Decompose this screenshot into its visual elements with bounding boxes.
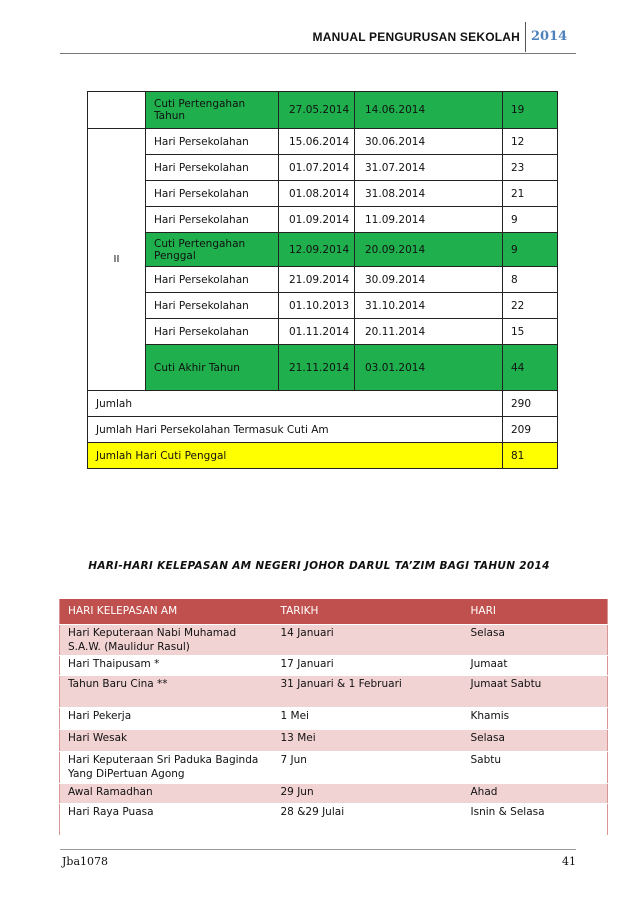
document-header-year: 2014	[531, 29, 568, 44]
calendar-total-row	[88, 443, 558, 469]
holiday-name: Hari Raya Puasa	[60, 804, 273, 836]
holiday-date: 17 Januari	[273, 656, 463, 676]
calendar-row	[88, 92, 558, 129]
holiday-date: 29 Jun	[273, 784, 463, 804]
end-date: 20.11.2014	[355, 319, 503, 345]
period-name: Hari Persekolahan	[146, 181, 279, 207]
start-date: 01.11.2014	[279, 319, 355, 345]
holiday-row	[60, 625, 608, 656]
document-header-title: MANUAL PENGURUSAN SEKOLAH	[312, 30, 520, 44]
start-date: 01.10.2013	[279, 293, 355, 319]
end-date: 11.09.2014	[355, 207, 503, 233]
calendar-row	[88, 181, 558, 207]
holiday-row	[60, 708, 608, 730]
holiday-day: Ahad	[463, 784, 608, 804]
start-date: 21.11.2014	[279, 345, 355, 391]
period-name: Hari Persekolahan	[146, 319, 279, 345]
calendar-row	[88, 267, 558, 293]
holiday-name: Awal Ramadhan	[60, 784, 273, 804]
page-number: 41	[562, 855, 576, 868]
calendar-row	[88, 207, 558, 233]
column-header-date: TARIKH	[273, 599, 463, 625]
start-date: 01.08.2014	[279, 181, 355, 207]
total-value: 81	[503, 443, 558, 469]
day-count: 12	[503, 129, 558, 155]
calendar-total-row	[88, 391, 558, 417]
holiday-row	[60, 752, 608, 784]
start-date: 15.06.2014	[279, 129, 355, 155]
holiday-day: Selasa	[463, 730, 608, 752]
holiday-date: 13 Mei	[273, 730, 463, 752]
period-name: Hari Persekolahan	[146, 267, 279, 293]
holiday-name: Tahun Baru Cina **	[60, 676, 273, 708]
period-name: Cuti Akhir Tahun	[146, 345, 279, 391]
calendar-row	[88, 233, 558, 267]
period-name: Cuti Pertengahan Penggal	[146, 233, 279, 267]
start-date: 01.07.2014	[279, 155, 355, 181]
day-count: 44	[503, 345, 558, 391]
start-date: 21.09.2014	[279, 267, 355, 293]
total-label: Jumlah	[88, 391, 503, 417]
start-date: 01.09.2014	[279, 207, 355, 233]
calendar-row	[88, 293, 558, 319]
start-date: 12.09.2014	[279, 233, 355, 267]
header-divider	[525, 22, 526, 52]
day-count: 15	[503, 319, 558, 345]
end-date: 20.09.2014	[355, 233, 503, 267]
holiday-row	[60, 676, 608, 708]
holiday-row	[60, 730, 608, 752]
holiday-date: 31 Januari & 1 Februari	[273, 676, 463, 708]
holiday-date: 28 &29 Julai	[273, 804, 463, 836]
day-count: 9	[503, 233, 558, 267]
holiday-day: Jumaat	[463, 656, 608, 676]
holiday-day: Selasa	[463, 625, 608, 656]
end-date: 31.10.2014	[355, 293, 503, 319]
footer-rule	[60, 849, 576, 850]
end-date: 30.09.2014	[355, 267, 503, 293]
school-calendar-table	[87, 91, 558, 469]
holiday-row	[60, 656, 608, 676]
holiday-day: Khamis	[463, 708, 608, 730]
day-count: 22	[503, 293, 558, 319]
calendar-total-row	[88, 417, 558, 443]
end-date: 30.06.2014	[355, 129, 503, 155]
total-label: Jumlah Hari Persekolahan Termasuk Cuti Am	[88, 417, 503, 443]
period-name: Cuti Pertengahan Tahun	[146, 92, 279, 129]
day-count: 21	[503, 181, 558, 207]
total-value: 209	[503, 417, 558, 443]
holiday-date: 7 Jun	[273, 752, 463, 784]
end-date: 31.07.2014	[355, 155, 503, 181]
term-cell-blank	[88, 92, 146, 129]
holiday-date: 14 Januari	[273, 625, 463, 656]
column-header-holiday: HARI KELEPASAN AM	[60, 599, 273, 625]
period-name: Hari Persekolahan	[146, 129, 279, 155]
total-value: 290	[503, 391, 558, 417]
footer-code: Jba1078	[62, 855, 109, 868]
end-date: 31.08.2014	[355, 181, 503, 207]
holiday-name: Hari Wesak	[60, 730, 273, 752]
day-count: 23	[503, 155, 558, 181]
holiday-name: Hari Keputeraan Sri Paduka Baginda Yang DiPertuan Agong	[60, 752, 273, 784]
term-label: II	[88, 129, 146, 391]
day-count: 19	[503, 92, 558, 129]
end-date: 14.06.2014	[355, 92, 503, 129]
column-header-day: HARI	[463, 599, 608, 625]
day-count: 8	[503, 267, 558, 293]
total-label: Jumlah Hari Cuti Penggal	[88, 443, 503, 469]
period-name: Hari Persekolahan	[146, 155, 279, 181]
holiday-row	[60, 784, 608, 804]
start-date: 27.05.2014	[279, 92, 355, 129]
header-rule	[60, 53, 576, 54]
holidays-header-row	[60, 599, 608, 625]
holiday-row	[60, 804, 608, 836]
period-name: Hari Persekolahan	[146, 207, 279, 233]
holiday-day: Jumaat Sabtu	[463, 676, 608, 708]
calendar-row	[88, 345, 558, 391]
end-date: 03.01.2014	[355, 345, 503, 391]
public-holidays-table	[59, 599, 608, 836]
period-name: Hari Persekolahan	[146, 293, 279, 319]
holidays-section-title: HARI-HARI KELEPASAN AM NEGERI JOHOR DARUL TA’ZIM BAGI TAHUN 2014	[88, 560, 550, 572]
calendar-row	[88, 319, 558, 345]
holiday-day: Isnin & Selasa	[463, 804, 608, 836]
holiday-name: Hari Keputeraan Nabi Muhamad S.A.W. (Maulidur Rasul)	[60, 625, 273, 656]
calendar-row	[88, 129, 558, 155]
holiday-day: Sabtu	[463, 752, 608, 784]
holiday-name: Hari Pekerja	[60, 708, 273, 730]
calendar-row	[88, 155, 558, 181]
day-count: 9	[503, 207, 558, 233]
holiday-name: Hari Thaipusam *	[60, 656, 273, 676]
holiday-date: 1 Mei	[273, 708, 463, 730]
